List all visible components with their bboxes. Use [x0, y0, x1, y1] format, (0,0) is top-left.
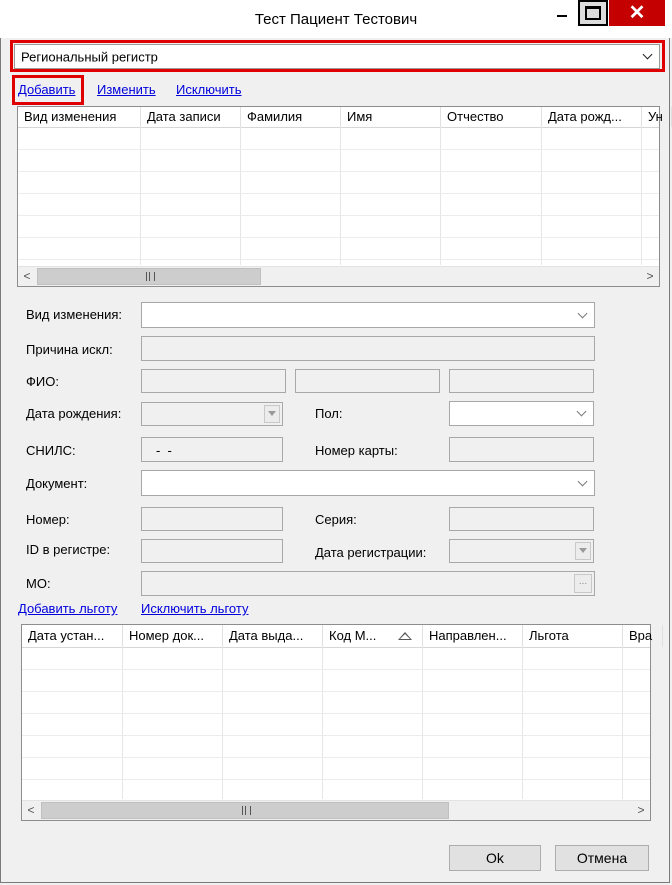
mo-field[interactable]: [141, 571, 595, 596]
calendar-dropdown-icon[interactable]: [575, 542, 591, 560]
grid-row-line: [18, 193, 659, 194]
birth-date-label: Дата рождения:: [26, 406, 122, 421]
document-label: Документ:: [26, 476, 88, 491]
column-header[interactable]: Фамилия: [241, 107, 341, 127]
exclude-benefit-link[interactable]: Исключить льготу: [141, 601, 249, 616]
number-label: Номер:: [26, 512, 70, 527]
column-header[interactable]: Дата записи: [141, 107, 241, 127]
browse-icon[interactable]: ...: [574, 574, 592, 593]
cancel-button[interactable]: Отмена: [555, 845, 649, 871]
benefit-grid-header: [22, 625, 653, 648]
grid-divider: [340, 127, 341, 265]
scroll-right-icon[interactable]: >: [637, 803, 645, 817]
snils-label: СНИЛС:: [26, 443, 76, 458]
register-select[interactable]: [14, 44, 660, 69]
add-link[interactable]: Добавить: [18, 82, 76, 97]
register-select-value: Региональный регистр: [21, 49, 158, 64]
benefit-grid-scrollbar[interactable]: [22, 800, 650, 820]
column-header[interactable]: Дата устан...: [22, 625, 123, 647]
sort-ascending-icon: [398, 632, 412, 640]
column-header[interactable]: Льгота: [523, 625, 623, 647]
register-grid-scrollbar[interactable]: [18, 266, 659, 286]
column-header[interactable]: Дата выда...: [223, 625, 323, 647]
column-header[interactable]: Дата рожд...: [542, 107, 642, 127]
maximize-icon[interactable]: [578, 0, 608, 26]
window-title: Тест Пациент Тестович: [254, 11, 418, 28]
grid-row-line: [18, 171, 659, 172]
column-header[interactable]: Вра: [623, 625, 663, 647]
column-header[interactable]: Имя: [341, 107, 441, 127]
mo-label: МО:: [26, 576, 51, 591]
document-select[interactable]: [141, 470, 595, 496]
chevron-down-icon: [643, 50, 653, 60]
grip-icon: [242, 806, 251, 815]
grid-row-line: [22, 669, 650, 670]
scroll-left-icon[interactable]: <: [27, 803, 35, 817]
chevron-down-icon: [578, 477, 588, 487]
scroll-left-icon[interactable]: <: [23, 269, 31, 283]
registry-id-field[interactable]: [141, 539, 283, 563]
snils-mask: - -: [156, 443, 172, 458]
benefit-grid[interactable]: [21, 624, 651, 821]
grid-row-line: [22, 757, 650, 758]
chevron-down-icon: [578, 309, 588, 319]
calendar-dropdown-icon[interactable]: [264, 405, 280, 423]
edit-link[interactable]: Изменить: [97, 82, 156, 97]
chevron-down-icon: [577, 407, 587, 417]
grid-row-line: [22, 691, 650, 692]
column-header[interactable]: Ун: [642, 107, 672, 127]
register-grid-header: [18, 107, 663, 128]
exclusion-reason-label: Причина искл:: [26, 342, 113, 357]
snils-field[interactable]: [141, 437, 283, 462]
column-header[interactable]: Номер док...: [123, 625, 223, 647]
minimize-icon[interactable]: [547, 0, 577, 26]
grid-divider: [140, 127, 141, 265]
registration-date-picker[interactable]: [449, 539, 594, 563]
sex-select[interactable]: [449, 401, 594, 426]
ok-button[interactable]: Ok: [449, 845, 541, 871]
register-grid[interactable]: [17, 106, 663, 287]
scroll-thumb[interactable]: [37, 268, 261, 285]
grid-divider: [541, 127, 542, 265]
grid-row-line: [22, 779, 650, 780]
card-number-field[interactable]: [449, 437, 594, 462]
exclude-link[interactable]: Исключить: [176, 82, 242, 97]
grid-row-line: [22, 713, 650, 714]
patronymic-field[interactable]: [449, 369, 594, 393]
first-name-field[interactable]: [295, 369, 440, 393]
change-type-select[interactable]: [141, 302, 595, 328]
scroll-right-icon[interactable]: >: [646, 269, 654, 283]
grid-row-line: [22, 735, 650, 736]
birth-date-picker[interactable]: [141, 402, 283, 426]
series-label: Серия:: [315, 512, 357, 527]
card-number-label: Номер карты:: [315, 443, 398, 458]
title-bar: [0, 0, 672, 38]
grid-divider: [641, 127, 642, 265]
column-header[interactable]: Вид изменения: [18, 107, 141, 127]
grid-row-line: [18, 149, 659, 150]
sex-label: Пол:: [315, 406, 343, 421]
fio-label: ФИО:: [26, 374, 59, 389]
number-field[interactable]: [141, 507, 283, 531]
close-icon[interactable]: ✕: [609, 0, 665, 26]
column-header[interactable]: Отчество: [441, 107, 542, 127]
scroll-thumb[interactable]: [41, 802, 449, 819]
series-field[interactable]: [449, 507, 594, 531]
grid-row-line: [18, 237, 659, 238]
registry-id-label: ID в регистре:: [26, 542, 111, 557]
grid-row-line: [18, 215, 659, 216]
column-header-sorted[interactable]: [323, 625, 423, 647]
grid-divider: [440, 127, 441, 265]
column-header[interactable]: Направлен...: [423, 625, 523, 647]
change-type-label: Вид изменения:: [26, 307, 123, 322]
registration-date-label: Дата регистрации:: [315, 545, 427, 560]
grip-icon: [146, 272, 155, 281]
grid-row-line: [18, 259, 659, 260]
add-benefit-link[interactable]: Добавить льготу: [18, 601, 118, 616]
column-header-label: Код М...: [329, 628, 377, 643]
last-name-field[interactable]: [141, 369, 286, 393]
grid-divider: [240, 127, 241, 265]
exclusion-reason-field[interactable]: [141, 336, 595, 361]
